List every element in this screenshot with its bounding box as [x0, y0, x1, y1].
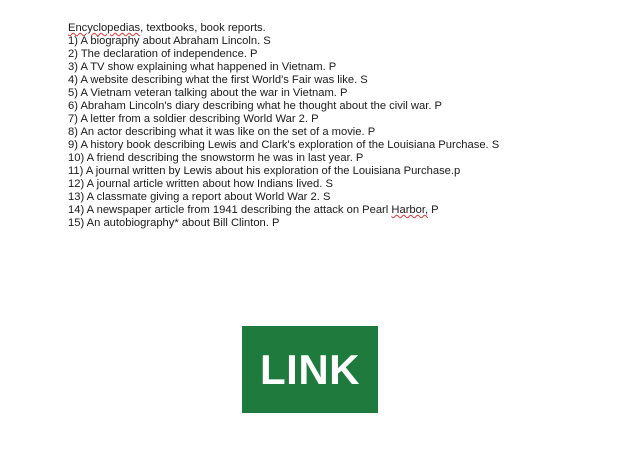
list-item: 13) A classmate giving a report about World War 2. S [68, 191, 331, 203]
list-item-14 [68, 204, 608, 217]
list-item: 12) A journal article written about how Indians lived. S [68, 178, 333, 190]
header-rest: , textbooks, book reports. [140, 22, 266, 34]
item14-text: 14) A newspaper article from 1941 describing the attack on Pearl [68, 204, 392, 216]
header-misspelled-word: Encyclopedias [68, 22, 141, 34]
list-item: 8) An actor describing what it was like on the set of a movie. P [68, 126, 376, 138]
list-item: 2) The declaration of independence. P [68, 48, 258, 60]
list-item: 7) A letter from a soldier describing World War 2. P [68, 113, 319, 125]
list-item: 9) A history book describing Lewis and Clark's exploration of the Louisiana Purchase. S [68, 139, 500, 151]
list-item: 4) A website describing what the first World's Fair was like. S [68, 74, 368, 86]
list-item: 15) An autobiography* about Bill Clinton. P [68, 217, 280, 229]
item14-misspelled-word: Harbor, [391, 204, 429, 216]
list-item: 6) Abraham Lincoln's diary describing what he thought about the civil war. P [68, 100, 443, 112]
document-text [68, 22, 608, 230]
list-item: 10) A friend describing the snowstorm he was in last year. P [68, 152, 364, 164]
list-item: 11) A journal written by Lewis about his exploration of the Louisiana Purchase.p [68, 165, 461, 177]
link-button[interactable] [242, 326, 378, 413]
header-line [68, 22, 608, 35]
item14-answer: P [428, 204, 439, 216]
list-item: 1) A biography about Abraham Lincoln. S [68, 35, 271, 47]
list-item: 3) A TV show explaining what happened in Vietnam. P [68, 61, 337, 73]
link-button-label: LINK [260, 345, 360, 393]
list-item: 5) A Vietnam veteran talking about the war in Vietnam. P [68, 87, 348, 99]
